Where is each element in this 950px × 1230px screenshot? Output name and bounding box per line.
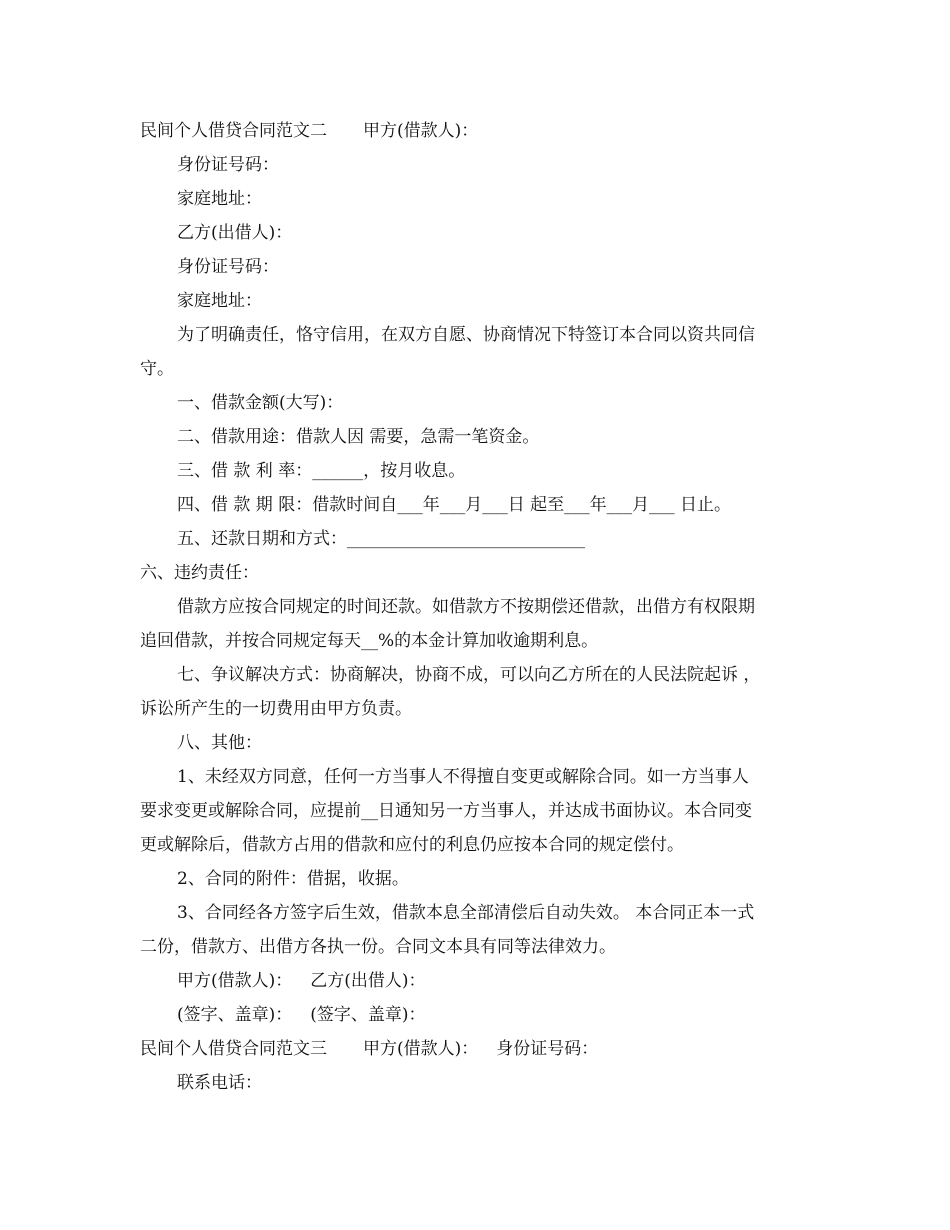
contract-text [140, 114, 820, 1100]
text-line: 乙方(出借人)： [177, 223, 293, 243]
clause-line: 三、借 款 利 率：______，按月收息。 [177, 461, 466, 481]
clause-line: 七、争议解决方式：协商解决，协商不成，可以向乙方所在的人民法院起诉 ， [177, 665, 761, 685]
signature-stamp-line [140, 998, 820, 1032]
clause-line: 四、借 款 期 限：借款时间自___年___月___日 起至___年___月___ 日止。 [177, 495, 732, 515]
party-a-sign-label: 甲方(借款人)： [177, 971, 293, 991]
doc-heading-line [140, 1032, 820, 1066]
text-line: 诉讼所产生的一切费用由甲方负责。 [140, 699, 412, 719]
clause-line: 一、借款金额(大写)： [177, 393, 344, 413]
party-b-sign-label: 乙方(出借人)： [310, 971, 426, 991]
text-line: 守。 [140, 359, 174, 379]
party-b-stamp-label: (签字、盖章)： [310, 1005, 426, 1025]
signature-parties-line [140, 964, 820, 998]
text-line: 身份证号码： [177, 155, 279, 175]
clause-line: 六、违约责任： [140, 563, 259, 583]
clause-line: 五、还款日期和方式：____________________________ [177, 529, 585, 549]
text-line: 2、合同的附件：借据，收据。 [177, 869, 409, 889]
text-line: 追回借款，并按合同规定每天__%的本金计算加收逾期利息。 [140, 631, 599, 651]
text-line: 二份，借款方、出借方各执一份。合同文本具有同等法律效力。 [140, 937, 616, 957]
id-number-label: 身份证号码： [496, 1039, 599, 1059]
text-line: 3、合同经各方签字后生效，借款本息全部清偿后自动失效。 本合同正本一式 [177, 903, 755, 923]
party-a-label: 甲方(借款人)： [363, 121, 479, 141]
clause-line: 八、其他： [177, 733, 262, 753]
text-line: 要求变更或解除合同，应提前__日通知另一方当事人，并达成书面协议。本合同变 [140, 801, 752, 821]
section-title: 民间个人借贷合同范文二 [140, 121, 327, 141]
text-line: 家庭地址： [177, 189, 262, 209]
party-a-stamp-label: (签字、盖章)： [177, 1005, 293, 1025]
text-line: 更或解除后，借款方占用的借款和应付的利息仍应按本合同的规定偿付。 [140, 835, 684, 855]
party-a-label: 甲方(借款人)： [363, 1039, 479, 1059]
text-line: 家庭地址： [177, 291, 262, 311]
text-line: 1、未经双方同意，任何一方当事人不得擅自变更或解除合同。如一方当事人 [177, 767, 749, 787]
section-title: 民间个人借贷合同范文三 [140, 1039, 327, 1059]
text-line: 身份证号码： [177, 257, 279, 277]
clause-line: 二、借款用途：借款人因 需要，急需一笔资金。 [177, 427, 540, 447]
text-line: 借款方应按合同规定的时间还款。如借款方不按期偿还借款，出借方有权限期 [177, 597, 755, 617]
doc-heading-line [140, 114, 820, 148]
text-line: 联系电话： [177, 1073, 262, 1093]
text-line: 为了明确责任，恪守信用，在双方自愿、协商情况下特签订本合同以资共同信 [177, 325, 755, 345]
